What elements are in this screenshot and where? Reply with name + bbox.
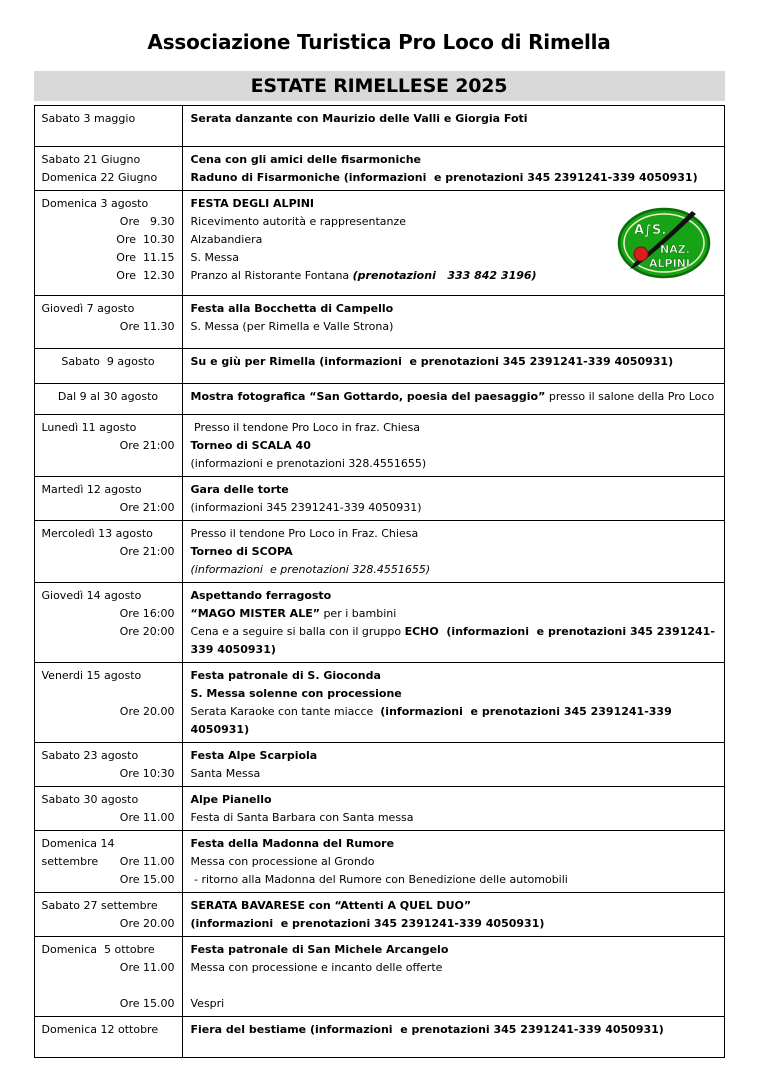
event-line	[191, 481, 716, 499]
table-row	[35, 743, 724, 787]
date-cell	[35, 583, 183, 662]
time-text: Ore 21:00	[119, 439, 175, 452]
date-line	[42, 871, 175, 889]
table-row	[35, 191, 724, 296]
date-cell	[35, 663, 183, 742]
date-line	[42, 169, 175, 187]
event-text: Festa della Madonna del Rumore	[190, 837, 395, 850]
date-line	[42, 587, 175, 605]
event-text: Presso il tendone Pro Loco in Fraz. Chiesa	[190, 527, 419, 540]
event-line	[191, 561, 716, 579]
event-line	[191, 667, 716, 685]
event-text: - ritorno alla Madonna del Rumore con Benedizione delle automobili	[190, 873, 568, 886]
event-text: Festa patronale di S. Gioconda	[190, 669, 381, 682]
event-text: S. Messa	[190, 251, 239, 264]
event-line	[191, 959, 716, 977]
event-text: Festa patronale di San Michele Arcangelo	[190, 943, 449, 956]
event-line	[191, 169, 716, 187]
event-text: Cena e a seguire si balla con il gruppo	[190, 625, 405, 638]
date-line	[42, 249, 175, 267]
event-text: Festa di Santa Barbara con Santa messa	[190, 811, 414, 824]
date-line	[42, 353, 175, 371]
table-row	[35, 349, 724, 384]
event-line	[191, 318, 716, 336]
time-text: Ore 11.00	[119, 961, 175, 974]
content-cell	[183, 787, 724, 830]
table-row	[35, 787, 724, 831]
event-line	[191, 941, 716, 959]
event-text: Su e giù per Rimella (informazioni e prenotazioni 345 2391241-339 4050931)	[190, 355, 674, 368]
table-row	[35, 384, 724, 415]
content-cell	[183, 1017, 724, 1057]
logo-text-alpini: ALPINI	[648, 257, 690, 270]
event-text: SERATA BAVARESE con “Attenti A QUEL DUO”	[190, 899, 472, 912]
time-text: Ore 21:00	[119, 545, 175, 558]
date-text: Mercoledì 13 agosto	[41, 527, 153, 540]
table-row	[35, 1017, 724, 1057]
date-cell	[35, 831, 183, 892]
date-line	[42, 791, 175, 809]
date-cell	[35, 937, 183, 1016]
event-text: Aspettando ferragosto	[190, 589, 332, 602]
content-cell	[183, 521, 724, 582]
date-line	[42, 977, 175, 995]
date-cell	[35, 349, 183, 383]
event-line	[191, 835, 716, 853]
date-line	[42, 959, 175, 977]
event-line	[191, 809, 716, 827]
event-line	[191, 1021, 716, 1039]
content-cell	[183, 893, 724, 936]
event-text: Torneo di SCOPA	[190, 545, 293, 558]
content-cell	[183, 583, 724, 662]
date-text: Lunedì 11 agosto	[41, 421, 137, 434]
table-row	[35, 937, 724, 1017]
event-text: Torneo di SCALA 40	[190, 439, 311, 452]
banner-estate-rimellese	[34, 71, 725, 101]
time-text: Ore 21:00	[119, 501, 175, 514]
date-line	[42, 318, 175, 336]
time-text: Ore 12.30	[116, 269, 175, 282]
event-line	[191, 587, 716, 605]
date-line	[42, 300, 175, 318]
date-line	[42, 543, 175, 561]
content-cell	[183, 296, 724, 348]
time-text: Ore 20:00	[119, 625, 175, 638]
time-text: Ore 11.00	[119, 855, 175, 868]
event-text: “MAGO MISTER ALE”	[190, 607, 320, 620]
date-line	[42, 110, 175, 128]
date-cell	[35, 106, 183, 146]
date-cell	[35, 743, 183, 786]
event-text: Alzabandiera	[190, 233, 263, 246]
event-line	[191, 977, 716, 995]
date-text: Sabato 30 agosto	[41, 793, 139, 806]
time-text: Ore 16:00	[119, 607, 175, 620]
date-text: Sabato 3 maggio	[41, 112, 136, 125]
event-text: (informazioni e prenotazioni 328.4551655)	[190, 563, 431, 576]
date-line	[42, 499, 175, 517]
date-line	[42, 1021, 175, 1039]
content-cell	[183, 349, 724, 383]
time-text: Ore 11.15	[116, 251, 175, 264]
event-line	[191, 419, 716, 437]
event-text: Cena con gli amici delle fisarmoniche	[190, 153, 422, 166]
event-text: (informazioni e prenotazioni 328.4551655)	[190, 457, 427, 470]
table-row	[35, 521, 724, 583]
content-cell	[183, 147, 724, 190]
table-row	[35, 296, 724, 349]
date-line	[42, 388, 175, 406]
date-line	[42, 915, 175, 933]
date-line	[42, 437, 175, 455]
event-text: S. Messa solenne con processione	[190, 687, 402, 700]
time-text: Ore 11.30	[119, 320, 175, 333]
date-line	[42, 747, 175, 765]
event-text: Santa Messa	[190, 767, 261, 780]
event-line	[191, 765, 716, 783]
table-row	[35, 147, 724, 191]
date-line	[42, 995, 175, 1013]
event-line	[191, 388, 716, 406]
date-line	[42, 605, 175, 623]
content-cell	[183, 743, 724, 786]
time-text: Ore 20.00	[119, 705, 175, 718]
event-text: Ricevimento autorità e rappresentanze	[190, 215, 407, 228]
date-line	[42, 525, 175, 543]
time-text: Ore 11.00	[119, 811, 175, 824]
date-line	[42, 195, 175, 213]
event-text: Messa con processione al Grondo	[190, 855, 375, 868]
content-cell	[183, 384, 724, 414]
event-line	[191, 747, 716, 765]
date-line	[42, 765, 175, 783]
event-text: Messa con processione e incanto delle offerte	[190, 961, 443, 974]
event-text: ECHO (informazioni e prenotazioni 345 2391241-339 4050931)	[190, 625, 715, 656]
table-row	[35, 583, 724, 663]
event-text: presso il salone della Pro Loco	[545, 390, 715, 403]
date-line	[42, 853, 175, 871]
event-table	[34, 105, 725, 1058]
event-text: Vespri	[190, 997, 225, 1010]
date-text: settembre	[41, 855, 99, 868]
event-line	[191, 915, 716, 933]
date-text: Domenica 5 ottobre	[41, 943, 155, 956]
date-text: Giovedì 7 agosto	[41, 302, 135, 315]
event-text: Serata Karaoke con tante miacce	[190, 705, 381, 718]
event-text: Fiera del bestiame (informazioni e prenotazioni 345 2391241-339 4050931)	[190, 1023, 664, 1036]
time-text: Ore 15.00	[119, 873, 175, 886]
date-cell	[35, 477, 183, 520]
event-text: Gara delle torte	[190, 483, 289, 496]
event-line	[191, 623, 716, 659]
date-line	[42, 667, 175, 685]
event-line	[191, 897, 716, 915]
event-text: Pranzo al Ristorante Fontana	[190, 269, 353, 282]
date-cell	[35, 384, 183, 414]
event-line	[191, 455, 716, 473]
event-text: (prenotazioni 333 842 3196)	[352, 269, 537, 282]
alpini-association-logo-icon	[616, 205, 712, 281]
table-row	[35, 831, 724, 893]
event-line	[191, 995, 716, 1013]
event-line	[191, 543, 716, 561]
date-text: Domenica 12 ottobre	[41, 1023, 159, 1036]
date-text: Martedì 12 agosto	[41, 483, 142, 496]
logo-text-naz: NAZ.	[659, 243, 690, 256]
event-text: (informazioni e prenotazioni 345 2391241-339 4050931)	[190, 917, 545, 930]
event-line	[191, 151, 716, 169]
event-text: Festa Alpe Scarpiola	[190, 749, 318, 762]
event-line	[191, 110, 716, 128]
event-line	[191, 853, 716, 871]
event-text: (informazioni 345 2391241-339 4050931)	[190, 501, 422, 514]
date-text: Dal 9 al 30 agosto	[57, 390, 159, 403]
event-line	[191, 353, 716, 371]
date-text: Sabato 27 settembre	[41, 899, 158, 912]
event-text: Raduno di Fisarmoniche (informazioni e prenotazioni 345 2391241-339 4050931)	[190, 171, 698, 184]
event-text: Presso il tendone Pro Loco in fraz. Chiesa	[190, 421, 421, 434]
content-cell	[183, 477, 724, 520]
date-text: Venerdi 15 agosto	[41, 669, 142, 682]
event-line	[191, 685, 716, 703]
time-text: Ore 15.00	[119, 997, 175, 1010]
content-cell	[183, 937, 724, 1016]
content-cell	[183, 191, 724, 295]
time-text: Ore 20.00	[119, 917, 175, 930]
date-text: Sabato 9 agosto	[61, 355, 155, 368]
time-text: Ore 10:30	[119, 767, 175, 780]
date-text: Sabato 21 Giugno	[41, 153, 141, 166]
date-line	[42, 213, 175, 231]
date-line	[42, 419, 175, 437]
content-cell	[183, 831, 724, 892]
date-line	[42, 835, 175, 853]
date-text: Sabato 23 agosto	[41, 749, 139, 762]
time-text: Ore 10.30	[116, 233, 175, 246]
event-line	[191, 703, 716, 739]
date-text: Domenica 22 Giugno	[41, 171, 158, 184]
content-cell	[183, 663, 724, 742]
date-cell	[35, 191, 183, 295]
table-row	[35, 415, 724, 477]
date-cell	[35, 787, 183, 830]
table-row	[35, 893, 724, 937]
date-cell	[35, 1017, 183, 1057]
date-line	[42, 231, 175, 249]
date-cell	[35, 415, 183, 476]
event-text: per i bambini	[319, 607, 397, 620]
event-line	[191, 437, 716, 455]
event-line	[191, 791, 716, 809]
date-text: Domenica 14	[41, 837, 115, 850]
event-text: FESTA DEGLI ALPINI	[190, 197, 315, 210]
event-text: Festa alla Bocchetta di Campello	[190, 302, 394, 315]
date-line	[42, 151, 175, 169]
event-text: S. Messa (per Rimella e Valle Strona)	[190, 320, 394, 333]
date-line	[42, 685, 175, 703]
event-text: Mostra fotografica “San Gottardo, poesia del paesaggio”	[190, 390, 546, 403]
table-row	[35, 477, 724, 521]
event-text: Alpe Pianello	[190, 793, 272, 806]
content-cell	[183, 415, 724, 476]
table-row	[35, 106, 724, 147]
date-line	[42, 267, 175, 285]
time-text: Ore 9.30	[119, 215, 175, 228]
date-line	[42, 897, 175, 915]
date-cell	[35, 893, 183, 936]
event-line	[191, 499, 716, 517]
date-line	[42, 809, 175, 827]
date-line	[42, 703, 175, 721]
date-line	[42, 941, 175, 959]
date-text: Domenica 3 agosto	[41, 197, 149, 210]
logo-text-ass: A∫S.	[633, 223, 666, 238]
event-line	[191, 871, 716, 889]
date-cell	[35, 147, 183, 190]
table-row	[35, 663, 724, 743]
document-title: Associazione Turistica Pro Loco di Rimella	[147, 30, 611, 54]
event-line	[191, 525, 716, 543]
date-cell	[35, 521, 183, 582]
event-line	[191, 300, 716, 318]
event-text: (informazioni e prenotazioni 345 2391241-339 4050931)	[190, 705, 676, 736]
event-text: Serata danzante con Maurizio delle Valli e Giorgia Foti	[190, 112, 528, 125]
date-line	[42, 623, 175, 641]
banner-text: ESTATE RIMELLESE 2025	[250, 75, 508, 97]
date-line	[42, 481, 175, 499]
date-text: Giovedì 14 agosto	[41, 589, 142, 602]
event-line	[191, 605, 716, 623]
date-cell	[35, 296, 183, 348]
content-cell	[183, 106, 724, 146]
